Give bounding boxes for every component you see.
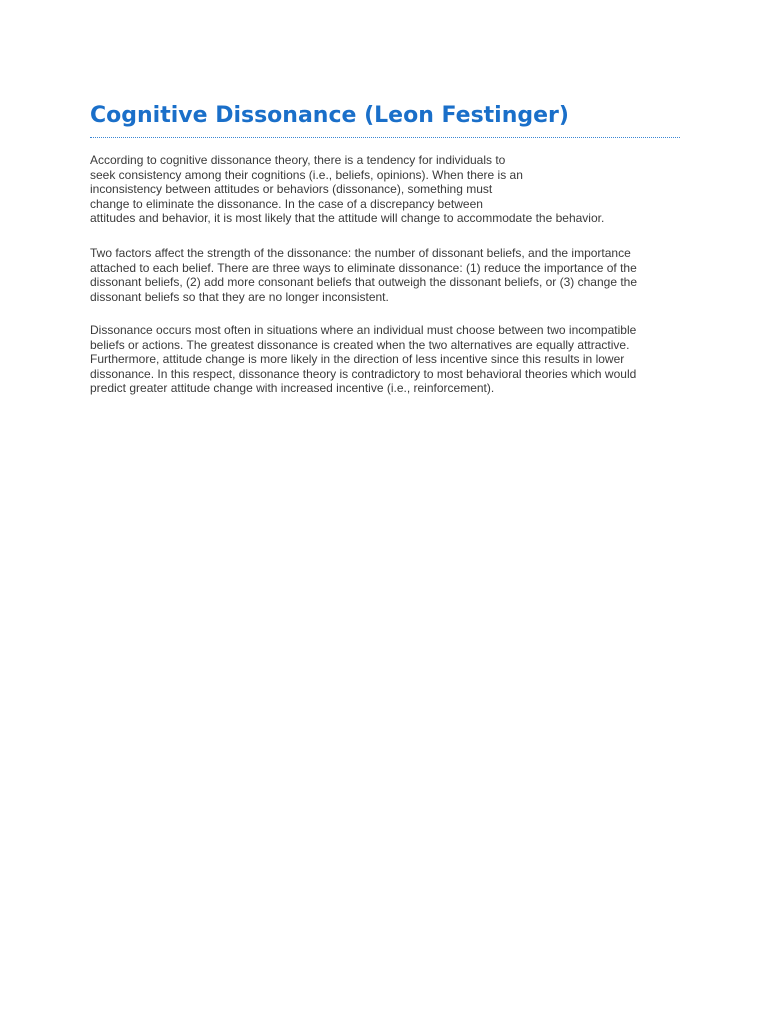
paragraph-line: Furthermore, attitude change is more likely in the direction of less incentive since this results in lower [90, 352, 625, 367]
paragraph-line: dissonant beliefs so that they are no longer inconsistent. [90, 289, 389, 304]
paragraph-line: attitudes and behavior, it is most likely that the attitude will change to accommodate the behavior. [90, 211, 605, 226]
paragraph-line: Dissonance occurs most often in situations where an individual must choose between two incompatible [90, 323, 637, 337]
paragraph-line: seek consistency among their cognitions (i.e., beliefs, opinions). When there is an [90, 167, 523, 182]
paragraph-3 [90, 323, 636, 396]
title-divider [90, 137, 680, 138]
page-title: Cognitive Dissonance (Leon Festinger) [90, 103, 569, 128]
paragraph-line: attached to each belief. There are three ways to eliminate dissonance: (1) reduce the importance of the [90, 260, 637, 275]
paragraph-line: change to eliminate the dissonance. In the case of a discrepancy between [90, 196, 483, 211]
paragraph-2 [90, 246, 637, 304]
paragraph-line: dissonance. In this respect, dissonance theory is contradictory to most behavioral theories which would [90, 366, 637, 381]
paragraph-1 [90, 153, 604, 226]
paragraph-line: inconsistency between attitudes or behaviors (dissonance), something must [90, 182, 493, 197]
paragraph-line: beliefs or actions. The greatest dissonance is created when the two alternatives are equally attractive. [90, 337, 630, 352]
paragraph-line: predict greater attitude change with increased incentive (i.e., reinforcement). [90, 381, 495, 396]
paragraph-line: According to cognitive dissonance theory, there is a tendency for individuals to [90, 153, 506, 167]
paragraph-line: dissonant beliefs, (2) add more consonant beliefs that outweigh the dissonant beliefs, or (3) change the [90, 275, 638, 290]
paragraph-line: Two factors affect the strength of the dissonance: the number of dissonant beliefs, and the importance [90, 246, 631, 260]
